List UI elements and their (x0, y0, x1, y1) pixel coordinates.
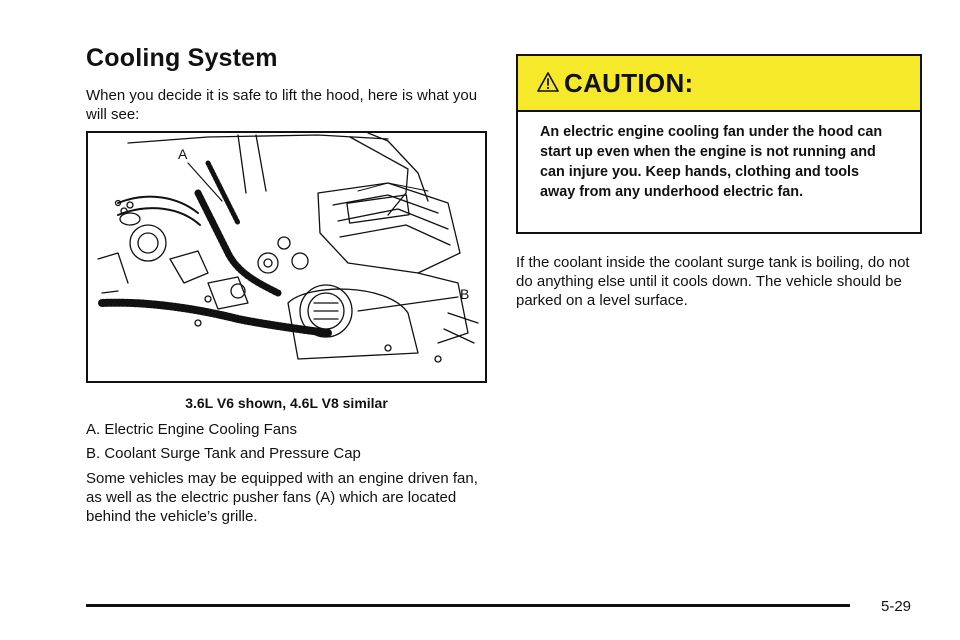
figure-caption: 3.6L V6 shown, 4.6L V8 similar (185, 395, 388, 411)
page-number: 5-29 (881, 598, 912, 615)
caution-box (516, 54, 922, 234)
page-title: Cooling System (86, 44, 278, 72)
warning-triangle-icon (536, 71, 560, 93)
legend-item-a: A. Electric Engine Cooling Fans (86, 421, 297, 438)
callout-b-label: B (460, 286, 470, 302)
caution-text: An electric engine cooling fan under the hood can start up even when the engine is not running and can injure you. Keep hands, clothing and tools away from any underhood electric fan. (540, 124, 883, 200)
boiling-coolant-paragraph: If the coolant inside the coolant surge tank is boiling, do not do anything else until it cools down. The vehicle should be parked on a level surface. (516, 254, 910, 309)
callout-a-label: A (178, 146, 188, 162)
footer-rule (86, 604, 850, 607)
legend-item-b: B. Coolant Surge Tank and Pressure Cap (86, 445, 361, 462)
engine-drawing (88, 133, 485, 381)
engine-fan-paragraph: Some vehicles may be equipped with an engine driven fan, as well as the electric pusher fans (A) which are located behind the vehicle’s grille. (86, 470, 478, 525)
caution-header (518, 56, 920, 112)
intro-paragraph: When you decide it is safe to lift the hood, here is what you will see: (86, 87, 478, 123)
caution-title: CAUTION: (564, 67, 694, 98)
figure-legend (86, 420, 486, 468)
engine-compartment-illustration (86, 131, 487, 383)
